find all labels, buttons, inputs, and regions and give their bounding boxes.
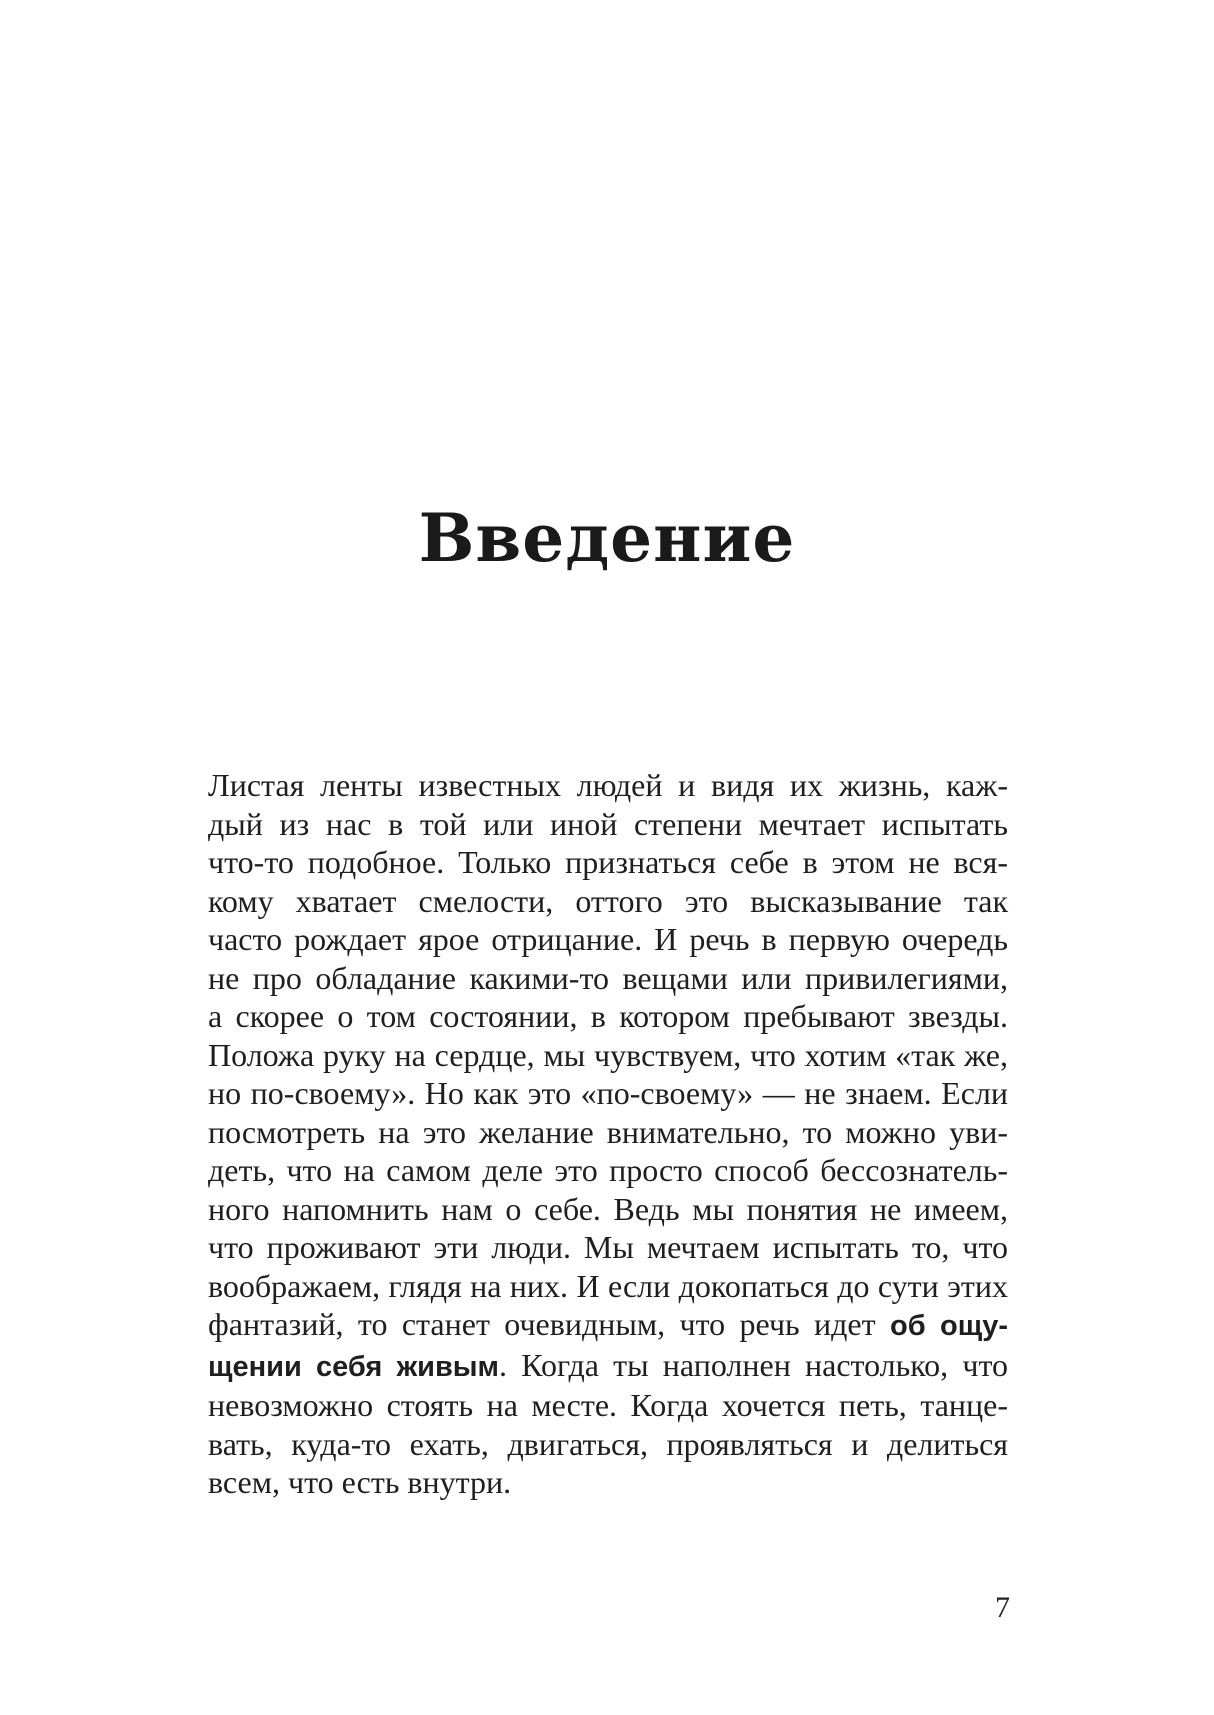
text-line: часто рождает ярое отрицание. И речь в первую очередь bbox=[208, 921, 1008, 957]
emphasis-text: щении себя живым bbox=[208, 1350, 500, 1383]
text-line: дый из нас в той или иной степени мечтает испытать bbox=[208, 805, 1008, 842]
text-fragment: фантазий, то станет очевидным, что речь идет bbox=[208, 1306, 890, 1342]
text-line: но по-своему». Но как это «по-своему» — не знаем. Если bbox=[208, 1075, 1008, 1111]
text-line: не про обладание какими-то вещами или привилегиями, bbox=[208, 959, 1008, 996]
text-line: что-то подобное. Только признаться себе в этом не вся- bbox=[208, 844, 1008, 880]
text-line: невозможно стоять на месте. Когда хочется петь, танце- bbox=[208, 1387, 1008, 1423]
text-line: вать, куда-то ехать, двигаться, проявляться и делиться bbox=[208, 1425, 1008, 1462]
text-line: Листая ленты известных людей и видя их жизнь, каж- bbox=[208, 767, 1008, 803]
text-line bbox=[208, 1346, 1008, 1387]
text-line: кому хватает смелости, оттого это высказывание так bbox=[208, 882, 1008, 919]
text-line: деть, что на самом деле это просто способ бессознатель- bbox=[208, 1152, 1008, 1188]
text-fragment: . Когда ты наполнен настолько, что bbox=[499, 1346, 1009, 1383]
text-line: посмотреть на это желание внимательно, то можно уви- bbox=[208, 1113, 1008, 1150]
text-line: ного напомнить нам о себе. Ведь мы понятия не имеем, bbox=[208, 1190, 1008, 1227]
text-line: Положа руку на сердце, мы чувствуем, что хотим «так же, bbox=[208, 1036, 1008, 1073]
text-line: всем, что есть внутри. bbox=[208, 1464, 512, 1500]
chapter-title: Введение bbox=[418, 499, 796, 577]
emphasis-text: об ощу- bbox=[889, 1310, 1009, 1342]
text-line: что проживают эти люди. Мы мечтаем испытать то, что bbox=[208, 1229, 1008, 1265]
text-line: а скорее о том состоянии, в котором пребывают звезды. bbox=[208, 998, 1008, 1034]
text-line bbox=[208, 1305, 1008, 1346]
body-paragraph bbox=[208, 766, 1008, 1502]
page-number: 7 bbox=[995, 1591, 1010, 1624]
text-line: воображаем, глядя на них. И если докопаться до сути этих bbox=[208, 1267, 1008, 1304]
